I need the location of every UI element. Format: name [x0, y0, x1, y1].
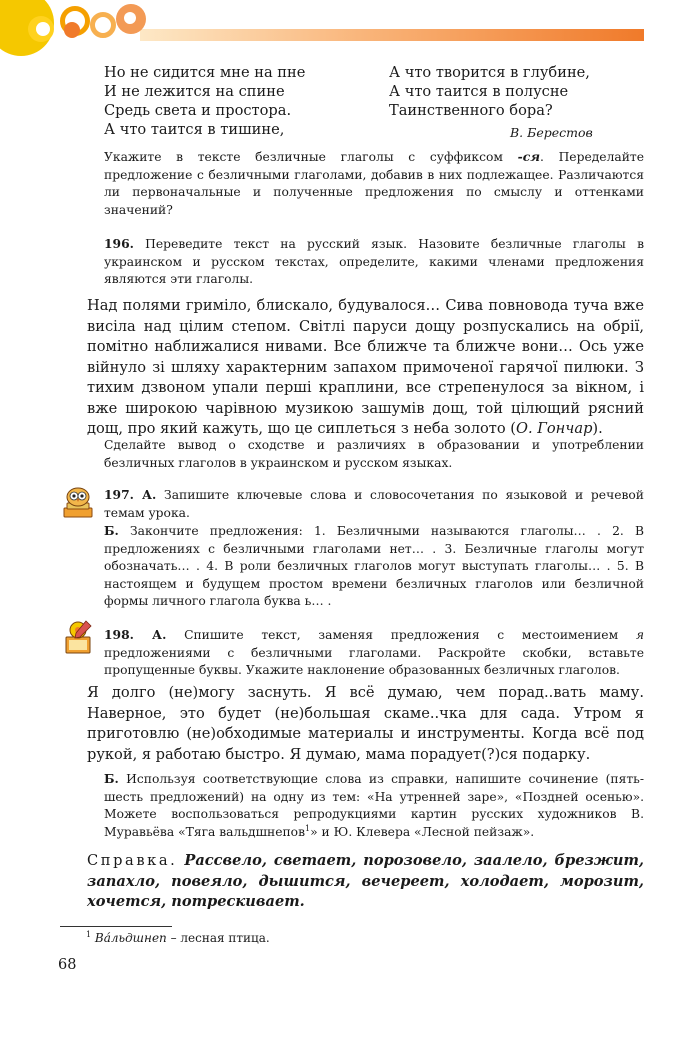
header-gradient-bar	[140, 29, 644, 41]
part-b-text: Используя соответствующие слова из справки, напишите сочинение (пять-шесть предложений) на одну из тем: «На утренней заре», «Поздней осенью». Можете воспользоваться репродукциями картин русских художников В. Муравьёва «Тяга вальдшнепов	[104, 772, 644, 839]
exercise-number: 198.	[104, 627, 134, 642]
exercise-196-task	[104, 235, 644, 289]
part-a-text-end: предложениями с безличными глаголами. Раскройте скобки, вставьте пропущенные буквы. Укажите наклонение образованных безличных глаголов.	[104, 645, 644, 677]
poem-line: А что таится в полусне	[389, 83, 569, 100]
suffix-highlight: -ся	[517, 149, 540, 164]
owl-books-icon	[60, 486, 98, 520]
exercise-197	[104, 486, 644, 611]
exercise-number: 196.	[104, 236, 134, 251]
pencil-notebook-icon	[60, 619, 96, 657]
poem-task-text: Укажите в тексте безличные глаголы с суффиксом	[104, 150, 518, 164]
part-a-text: Запишите ключевые слова и словосочетания по языковой и речевой темам урока.	[104, 488, 644, 520]
exercise-196-conclusion	[104, 437, 644, 472]
reference-words	[87, 851, 644, 913]
poem-line: Средь света и простора.	[104, 102, 292, 119]
exercise-198-passage	[87, 683, 644, 765]
part-b-label: Б.	[104, 523, 119, 538]
passage-text: Я долго (не)могу заснуть. Я всё думаю, чем порад..вать маму. Наверное, это будет (не)большая скаме..чка для сада. Утром я приготовлю (не)обходимые материалы и инструменты. Когда всё под рукой, я работаю быстро. Я думаю, мама порадует(?)ся подарку.	[87, 684, 644, 763]
poem-line: Таинственного бора?	[389, 102, 553, 119]
part-a-label: А.	[133, 487, 157, 502]
footnote	[86, 931, 270, 945]
part-a-label: А.	[133, 627, 167, 642]
poem-left-column	[104, 63, 305, 139]
poem-line: И не лежится на спине	[104, 83, 285, 100]
reference-label: Справка.	[87, 852, 178, 869]
exercise-198-part-b	[104, 770, 644, 841]
footnote-divider	[60, 926, 172, 927]
part-b-label: Б.	[104, 771, 119, 786]
header-circle-orange	[64, 22, 80, 38]
exercise-198-task	[104, 626, 644, 680]
poem-line: А что творится в глубине,	[389, 64, 590, 81]
poem-author: В. Берестов	[510, 125, 593, 140]
header-circle-white-inner	[124, 12, 136, 24]
exercise-196-passage	[87, 296, 644, 440]
exercise-number: 197.	[104, 487, 134, 502]
part-a-text: Спишите текст, заменяя предложения с местоимением	[166, 628, 636, 642]
poem-task	[104, 148, 644, 219]
exercise-196-text: Переведите текст на русский язык. Назовите безличные глаголы в украинском и русском текстах, определите, какими членами предложения являются эти глаголы.	[104, 237, 644, 286]
page-number: 68	[58, 957, 77, 973]
poem-right-column	[389, 63, 590, 120]
part-b-text-end: » и Ю. Клевера «Лесной пейзаж».	[310, 824, 535, 839]
passage-author: О. Гончар	[515, 420, 593, 437]
header-ring-small	[90, 12, 116, 38]
footnote-word: Ва́льдшнеп	[94, 931, 167, 945]
conclusion-text: Сделайте вывод о сходстве и различиях в образовании и употреблении безличных глаголов в украинском и русском языках.	[104, 438, 644, 470]
pronoun-highlight: я	[635, 628, 645, 642]
passage-text: Над полями гриміло, блискало, будувалося… Сива повновода туча вже висіла над цілим степом. Світлі паруси дощу розпускались на обрії, помітно наближалися нивами. Все ближче та ближче вони… Ось уже війнуло зі шляху характерним запахом примоченої гарячої пилюки. З тихим дзвоном упали перші краплини, все стрепенулося за вікном, і вже широкою чарівною музикою зашумів дощ, той цілющий рясний дощ, про який кажуть, що це сиплеться з неба золото (	[87, 297, 644, 437]
header-circle-white	[36, 22, 50, 36]
footnote-marker: 1	[86, 930, 92, 939]
part-b-text: Закончите предложения: 1. Безличными называются глаголы… . 2. В предложениях с безличными глаголами нет… . 3. Безличные глаголы могут обозначать… . 4. В роли безличных глаголов могут выступать глаголы… . 5. В настоящем и будущем простом времени безличных глаголов или безличной формы личного глагола буква ь… .	[104, 524, 644, 608]
poem-line: Но не сидится мне на пне	[104, 64, 306, 81]
footnote-definition: – лесная птица.	[166, 931, 270, 945]
reference-word-list: Рассвело, светает, порозовело, заалело, брезжит, запахло, повеяло, дышится, вечереет, холодает, морозит, хочется, потрескивает.	[87, 852, 644, 910]
poem-line: А что таится в тишине,	[104, 121, 285, 138]
poem-task-text-end: . Переделайте предложение с безличными глаголами, добавив в них подлежащее. Различаются ли первоначальные и полученные предложения по смыслу и оттенками значений?	[104, 150, 644, 217]
footnote-ref: 1	[305, 823, 311, 833]
passage-end: ).	[592, 420, 603, 437]
